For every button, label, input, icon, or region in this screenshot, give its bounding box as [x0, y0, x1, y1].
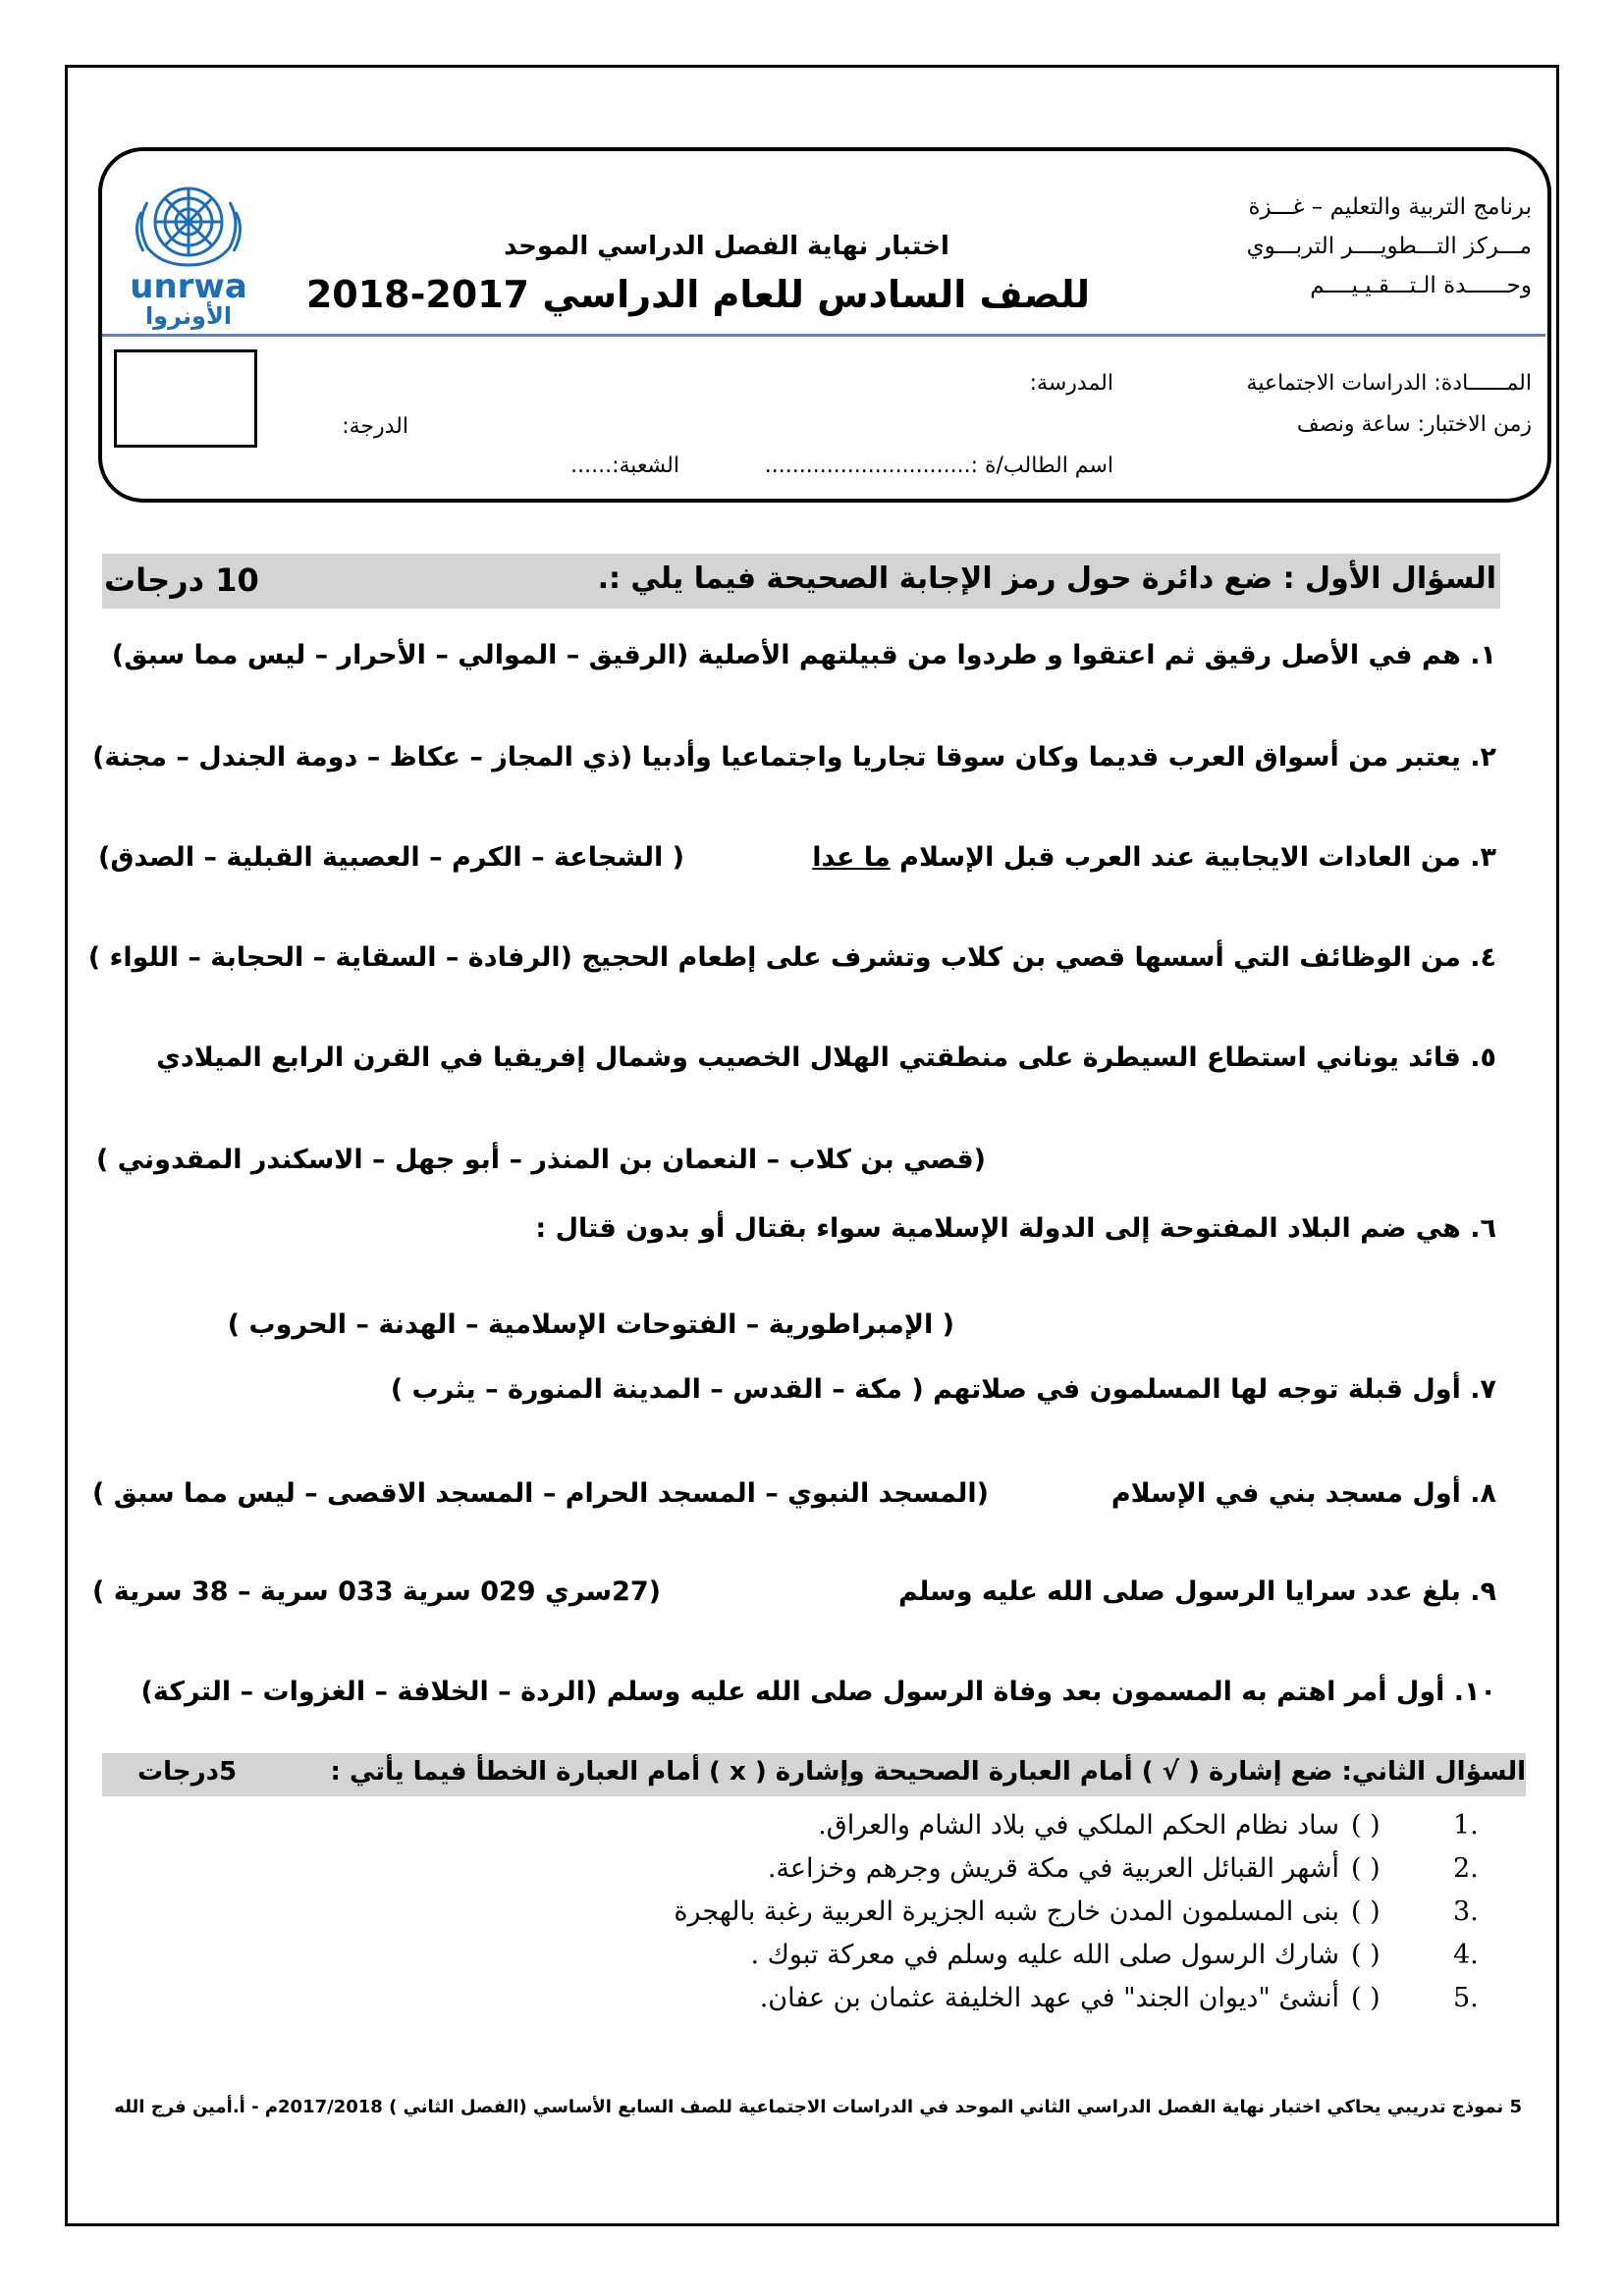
q1-item-1: ١. هم في الأصل رقيق ثم اعتقوا و طردوا من قبيلتهم الأصلية (الرقيق – الموالي – الأحرار – ليس مما سبق) — [111, 640, 1496, 670]
tf-num-5: 5. — [1453, 1983, 1479, 2013]
q2-title: السؤال الثاني: ضع إشارة ( √ ) أمام العبارة الصحيحة وإشارة ( x ) أمام العبارة الخطأ فيما يأتي : — [330, 1757, 1526, 1787]
q1-item-6: ٦. هي ضم البلاد المفتوحة إلى الدولة الإسلامية سواء بقتال أو بدون قتال : — [535, 1213, 1496, 1244]
tf-answer-5[interactable]: ( ) — [1351, 1983, 1380, 2013]
q2-grade: 5درجات — [137, 1757, 238, 1787]
q1-item-5: ٥. قائد يوناني استطاع السيطرة على منطقتي الهلال الخصيب وشمال إفريقيا في القرن الرابع الميلادي — [156, 1042, 1496, 1073]
tf-text-5: أنشئ "ديوان الجند" في عهد الخليفة عثمان بن عفان. — [759, 1983, 1339, 2013]
q1-grade: 10 درجات — [104, 561, 259, 599]
q1-item-3-except: ما عدا — [812, 842, 891, 873]
q1-item-4: ٤. من الوظائف التي أسسها قصي بن كلاب وتشرف على إطعام الحجيج (الرفادة – السقاية – الحجابة – اللواء ) — [87, 942, 1496, 973]
tf-num-1: 1. — [1453, 1810, 1479, 1841]
q1-item-8-choices: (المسجد النبوي – المسجد الحرام – المسجد الاقصى – ليس مما سبق ) — [92, 1478, 990, 1509]
tf-text-2: أشهر القبائل العربية في مكة قريش وجرهم وخزاعة. — [767, 1853, 1339, 1884]
duration-field: زمن الاختبار: ساعة ونصف — [1296, 412, 1532, 437]
score-label: الدرجة: — [342, 414, 408, 439]
header-divider — [102, 334, 1545, 337]
score-box[interactable] — [114, 349, 257, 448]
tf-answer-4[interactable]: ( ) — [1351, 1940, 1380, 1970]
tf-num-4: 4. — [1453, 1940, 1479, 1970]
tf-num-3: 3. — [1453, 1896, 1479, 1927]
q1-item-6-choices: ( الإمبراطورية – الفتوحات الإسلامية – الهدنة – الحروب ) — [227, 1309, 954, 1340]
subject-field: المــــــادة: الدراسات الاجتماعية — [1246, 371, 1532, 396]
q1-item-8-stem: ٨. أول مسجد بني في الإسلام — [1110, 1478, 1496, 1509]
tf-answer-2[interactable]: ( ) — [1351, 1853, 1380, 1884]
student-name-field[interactable]: اسم الطالب/ة :.............................. — [764, 454, 1113, 478]
section-field[interactable]: الشعبة:...... — [570, 454, 679, 478]
logo-text-ar: الأونروا — [144, 302, 233, 330]
footer-note: 5 نموذج تدريبي يحاكي اختبار نهاية الفصل الدراسي الثاني الموحد في الدراسات الاجتماعية للصف السابع الأساسي (الفصل الثاني ) 2017/2018م - أ.أمين فرج الله — [114, 2097, 1522, 2117]
org-line-2: مـــركز التـــطويــــر التربـــوي — [1246, 234, 1532, 259]
unrwa-logo — [122, 173, 255, 330]
org-line-3: وحــــــدة الـتـــقـيـيــــم — [1310, 273, 1532, 298]
q1-item-3-stem: ٣. من العادات الايجابية عند العرب قبل الإسلام — [899, 842, 1496, 873]
tf-text-3: بنى المسلمون المدن خارج شبه الجزيرة العربية رغبة بالهجرة — [674, 1896, 1339, 1927]
school-field: المدرسة: — [1029, 371, 1113, 396]
q1-item-9-stem: ٩. بلغ عدد سرايا الرسول صلى الله عليه وسلم — [897, 1576, 1496, 1607]
q1-item-10: ١٠. أول أمر اهتم به المسمون بعد وفاة الرسول صلى الله عليه وسلم (الردة – الخلافة – الغزوات – التركة) — [140, 1677, 1496, 1707]
q1-item-2: ٢. يعتبر من أسواق العرب قديما وكان سوقا تجاريا واجتماعيا وأدبيا (ذي المجاز – عكاظ – دومة الجندل – مجنة) — [92, 742, 1496, 773]
logo-text-en: unrwa — [130, 267, 247, 306]
tf-answer-1[interactable]: ( ) — [1351, 1810, 1380, 1841]
q1-item-7: ٧. أول قبلة توجه لها المسلمون في صلاتهم ( مكة – القدس – المدينة المنورة – يثرب ) — [390, 1374, 1496, 1405]
q1-item-5-choices: (قصي بن كلاب – النعمان بن المنذر – أبو جهل – الاسكندر المقدوني ) — [95, 1145, 986, 1175]
tf-num-2: 2. — [1453, 1853, 1479, 1884]
org-line-1: برنامج التربية والتعليم – غـــزة — [1248, 194, 1532, 220]
tf-text-4: شارك الرسول صلى الله عليه وسلم في معركة تبوك . — [750, 1940, 1339, 1970]
tf-answer-3[interactable]: ( ) — [1351, 1896, 1380, 1927]
tf-text-1: ساد نظام الحكم الملكي في بلاد الشام والعراق. — [818, 1810, 1339, 1841]
q1-item-3 — [812, 842, 1496, 873]
q1-item-3-choices: ( الشجاعة – الكرم – العصبية القبلية – الصدق) — [98, 842, 684, 873]
exam-title: اختبار نهاية الفصل الدراسي الموحد — [504, 232, 949, 261]
q1-item-9-choices: (27سري 029 سرية 033 سرية – 38 سرية ) — [92, 1576, 661, 1607]
grade-year-title: للصف السادس للعام الدراسي 2017-2018 — [305, 273, 1090, 316]
q1-title: السؤال الأول : ضع دائرة حول رمز الإجابة الصحيحة فيما يلي :. — [597, 561, 1496, 596]
